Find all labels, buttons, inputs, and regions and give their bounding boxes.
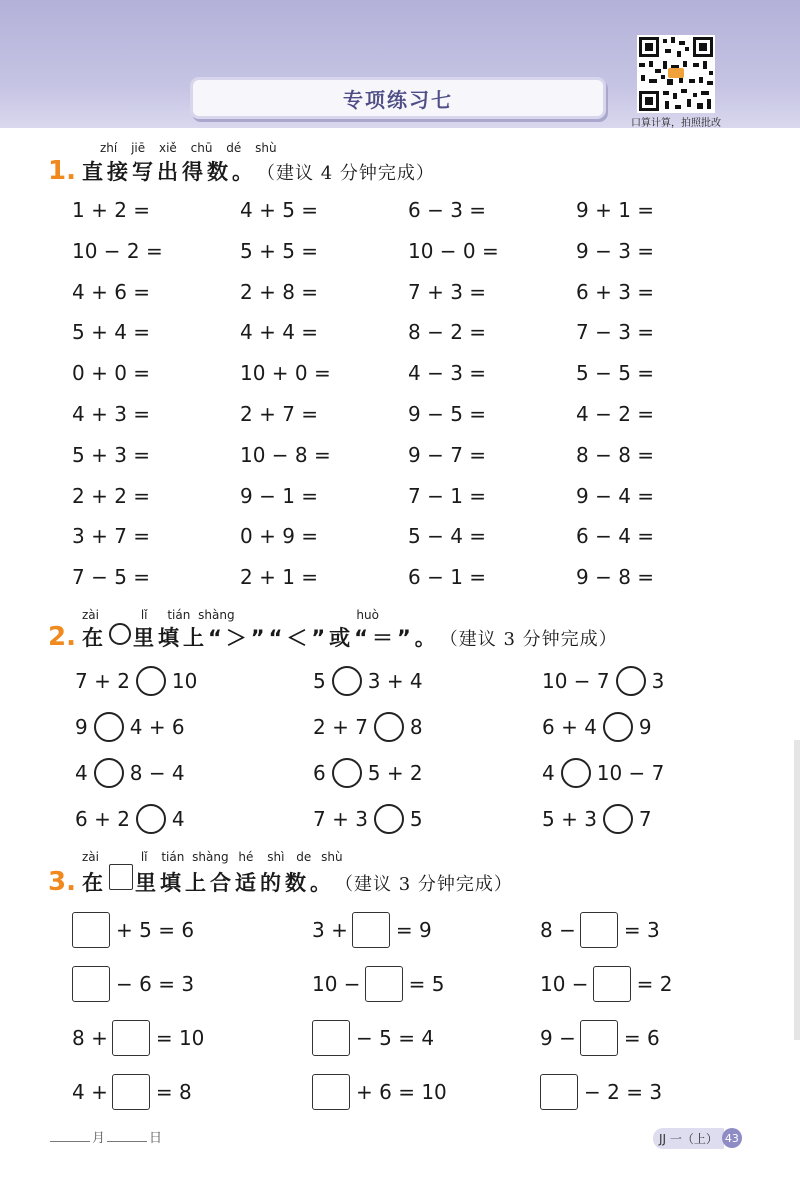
left-expression: 6 + 2 [75,807,130,831]
section3-heading-b: 里填上合适的数。 [134,871,335,895]
right-expression: 10 [171,669,198,693]
fill-in-problem [312,1020,434,1056]
right-expression: 9 [638,715,652,739]
answer-box-sample [109,864,133,890]
left-expression: 8 + [72,1026,108,1050]
fill-in-problem [312,1074,447,1110]
answer-circle[interactable] [603,804,633,834]
right-expression: 3 + 4 [367,669,423,693]
fill-in-problem [72,1074,192,1110]
section2-number: 2. [48,622,76,652]
fill-in-problem [540,912,660,948]
answer-box[interactable] [312,1074,350,1110]
left-expression: 4 [75,761,88,785]
compare-problem [542,712,652,742]
right-expression: = 5 [408,972,445,996]
right-expression: 4 + 6 [129,715,185,739]
left-expression: 6 [313,761,326,785]
arithmetic-problem: 9 − 1 = [240,483,319,508]
section2-pinyin: zài lǐ tián shàng huò [82,608,379,622]
left-expression: 9 [75,715,88,739]
arithmetic-problem: 10 − 0 = [408,238,499,263]
fill-in-problem [540,966,672,1002]
answer-circle[interactable] [561,758,591,788]
arithmetic-problem: 4 + 5 = [240,198,319,222]
left-expression: 5 [313,669,326,693]
section3-number: 3. [48,867,76,897]
answer-circle[interactable] [603,712,633,742]
answer-box[interactable] [312,1020,350,1056]
day-blank[interactable] [107,1141,147,1142]
arithmetic-problem: 2 + 2 = [72,483,151,508]
section2-note: （建议 3 分钟完成） [439,629,618,650]
footer-tag [653,1128,742,1148]
left-expression: 7 + 2 [75,669,130,693]
arithmetic-problem: 5 + 4 = [72,320,151,345]
arithmetic-problem: 6 − 3 = [408,198,487,222]
arithmetic-problem: 7 − 1 = [408,483,487,508]
fill-in-problem [312,912,432,948]
arithmetic-problem: 8 − 8 = [576,442,655,467]
right-expression: 10 − 7 [596,761,665,785]
month-blank[interactable] [50,1141,90,1142]
compare-problem [313,666,423,696]
arithmetic-problem: 5 − 4 = [408,524,487,549]
fill-in-problem [72,912,194,948]
fill-in-problem [540,1020,660,1056]
arithmetic-problem: 0 + 0 = [72,361,151,386]
compare-problem [75,666,197,696]
section1-note: （建议 4 分钟完成） [256,163,435,184]
right-expression: − 2 = 3 [584,1080,663,1104]
qr-caption: 口算计算，拍照批改 [631,118,721,129]
arithmetic-problem: 0 + 9 = [240,524,319,549]
arithmetic-problem: 9 − 3 = [576,238,655,263]
answer-circle[interactable] [616,666,646,696]
date-field [48,1127,162,1146]
arithmetic-problem: 5 + 3 = [72,442,151,467]
answer-circle[interactable] [332,666,362,696]
arithmetic-problem: 4 − 2 = [576,402,655,426]
month-label: 月 [92,1131,106,1146]
arithmetic-problem: 7 + 3 = [408,279,487,304]
answer-circle[interactable] [136,804,166,834]
right-expression: 4 [171,807,185,831]
compare-problem [75,758,185,788]
left-expression: 4 [542,761,555,785]
right-expression: + 5 = 6 [116,918,195,942]
right-expression: = 3 [623,918,660,942]
fill-in-problem [540,1074,662,1110]
right-expression: = 8 [155,1080,192,1104]
fill-in-problem [312,966,444,1002]
left-expression: 2 + 7 [313,715,368,739]
answer-circle[interactable] [374,712,404,742]
left-expression: 5 + 3 [542,807,597,831]
compare-problem [313,712,423,742]
right-expression: 7 [638,807,652,831]
section3-heading-a: 在 [81,871,107,895]
right-expression: 3 [651,669,665,693]
arithmetic-problem: 2 + 1 = [240,565,319,590]
section2-heading-a: 在 [81,626,107,650]
right-expression: 8 − 4 [129,761,185,785]
left-expression: 10 − [312,972,361,996]
arithmetic-problem: 6 − 1 = [408,565,487,590]
answer-box[interactable] [593,966,631,1002]
right-expression: 5 + 2 [367,761,423,785]
answer-box[interactable] [72,912,110,948]
arithmetic-problem: 4 + 6 = [72,279,151,304]
arithmetic-problem: 3 + 7 = [72,524,151,549]
right-expression: + 6 = 10 [356,1080,447,1104]
section2-title [48,622,618,652]
compare-problem [75,804,185,834]
section1-number: 1. [48,156,76,186]
section3-title [48,864,513,897]
compare-problem [542,666,664,696]
page-number: 43 [722,1128,742,1148]
arithmetic-problem: 2 + 7 = [240,402,319,426]
answer-circle-sample [109,623,131,645]
left-expression: 7 + 3 [313,807,368,831]
answer-circle[interactable] [332,758,362,788]
arithmetic-problem: 5 − 5 = [576,361,655,386]
left-expression: 3 + [312,918,348,942]
answer-circle[interactable] [94,758,124,788]
answer-circle[interactable] [94,712,124,742]
arithmetic-problem: 10 + 0 = [240,361,331,386]
arithmetic-problem: 10 − 8 = [240,442,331,467]
arithmetic-problem: 6 − 4 = [576,524,655,549]
qr-code-icon [637,35,715,113]
answer-box[interactable] [352,912,390,948]
arithmetic-problem: 4 + 4 = [240,320,319,345]
arithmetic-problem: 9 + 1 = [576,198,655,222]
section1-title [48,156,435,186]
arithmetic-problem: 8 − 2 = [408,320,487,345]
grade-label: JJ 一（上） [653,1128,724,1149]
arithmetic-problem: 4 + 3 = [72,402,151,426]
answer-box[interactable] [580,1020,618,1056]
fill-in-problem [72,966,194,1002]
arithmetic-problem: 9 − 4 = [576,483,655,508]
section1-pinyin: zhí jiē xiě chū dé shù [100,141,277,155]
arithmetic-problem: 9 − 7 = [408,442,487,467]
answer-box[interactable] [72,966,110,1002]
right-expression: = 6 [623,1026,660,1050]
answer-box[interactable] [365,966,403,1002]
section3-pinyin: zài lǐ tián shàng hé shì de shù [82,850,343,864]
right-expression: = 2 [636,972,673,996]
compare-problem [75,712,185,742]
page-edge [794,740,800,1040]
answer-box[interactable] [580,912,618,948]
answer-circle[interactable] [374,804,404,834]
left-expression: 8 − [540,918,576,942]
right-expression: 5 [409,807,423,831]
compare-problem [313,804,423,834]
left-expression: 9 − [540,1026,576,1050]
arithmetic-problem: 9 − 5 = [408,402,487,426]
right-expression: − 6 = 3 [116,972,195,996]
arithmetic-problem: 5 + 5 = [240,238,319,263]
right-expression: = 9 [395,918,432,942]
right-expression: − 5 = 4 [356,1026,435,1050]
left-expression: 10 − [540,972,589,996]
compare-problem [542,758,664,788]
page-title: 专项练习七 [193,80,603,116]
right-expression: = 10 [155,1026,205,1050]
answer-box[interactable] [540,1074,578,1110]
arithmetic-problem: 9 − 8 = [576,565,655,590]
section1-heading: 直接写出得数。 [81,160,257,184]
answer-circle[interactable] [136,666,166,696]
arithmetic-problem: 10 − 2 = [72,238,163,263]
compare-problem [542,804,652,834]
section2-heading-b: 里填上“＞”“＜”或“＝”。 [132,626,440,650]
day-label: 日 [149,1131,163,1146]
answer-box[interactable] [112,1020,150,1056]
left-expression: 6 + 4 [542,715,597,739]
arithmetic-problem: 1 + 2 = [72,198,151,222]
arithmetic-problem: 7 − 5 = [72,565,151,590]
arithmetic-problem: 6 + 3 = [576,279,655,304]
compare-problem [313,758,423,788]
section3-note: （建议 3 分钟完成） [334,874,513,895]
arithmetic-problem: 7 − 3 = [576,320,655,345]
left-expression: 10 − 7 [542,669,610,693]
right-expression: 8 [409,715,423,739]
left-expression: 4 + [72,1080,108,1104]
arithmetic-problem: 2 + 8 = [240,279,319,304]
answer-box[interactable] [112,1074,150,1110]
arithmetic-problem: 4 − 3 = [408,361,487,386]
fill-in-problem [72,1020,204,1056]
